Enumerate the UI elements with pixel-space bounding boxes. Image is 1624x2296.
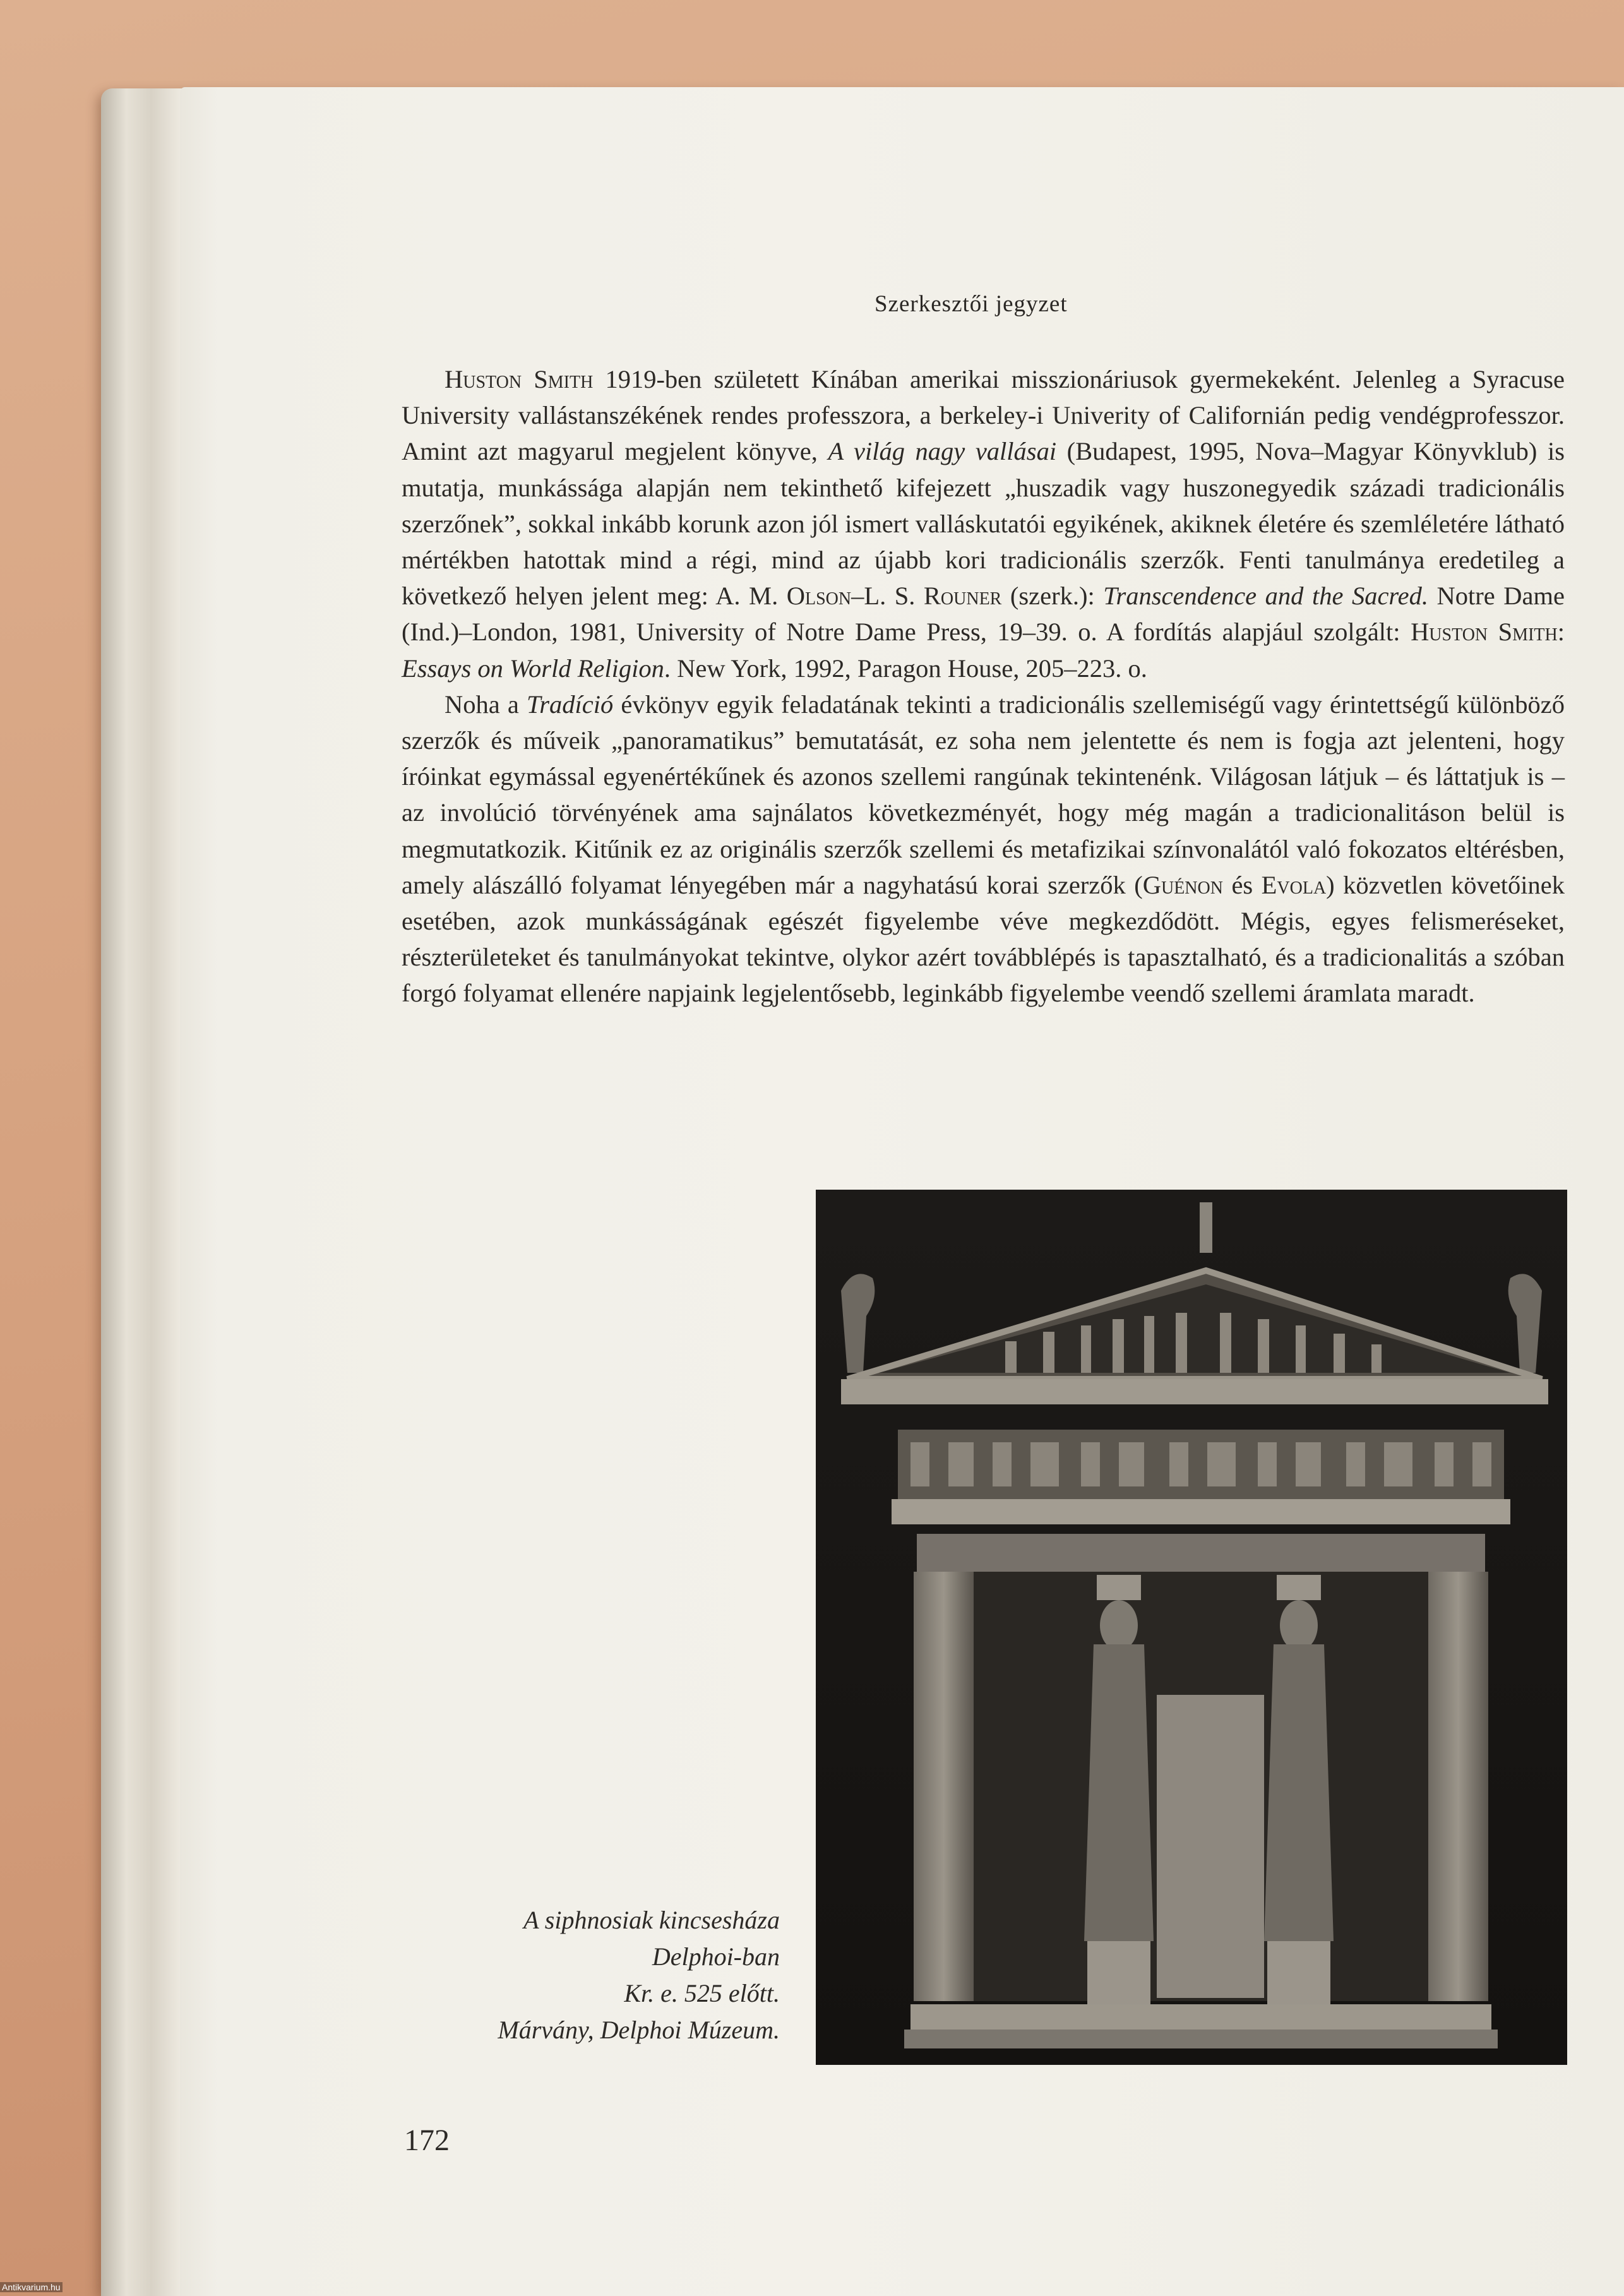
watermark-text: Antikvarium.hu bbox=[0, 2282, 63, 2292]
page-heading: Szerkesztői jegyzet bbox=[875, 291, 1068, 317]
source-title: Transcendence and the Sacred. bbox=[1103, 582, 1429, 611]
temple-photo bbox=[816, 1190, 1567, 2065]
anta-left bbox=[914, 1572, 974, 2001]
editor-name-olson: Olson bbox=[786, 582, 852, 611]
caption-line-4: Márvány, Delphoi Múzeum. bbox=[498, 2016, 780, 2044]
acroterion-top bbox=[1200, 1202, 1212, 1253]
yearbook-title: Tradíció bbox=[526, 690, 614, 719]
page-number: 172 bbox=[404, 2124, 450, 2157]
paragraph-2: Noha a Tradíció évkönyv egyik feladatának tekinti a tradicionális szellemiségű vagy érintettségű különböző szerzők és műveik „panoramatikus” bemutatását, ez soha nem jelentette és nem is fogja azt jelenteni, hogy íróinkat egymással egyenértékűnek és azonos szellemi rangúnak tekintenénk. Világosan látjuk – és láttatjuk is – az involúció törvényének ama sajnálatos következményét, hogy még magán a tradicionalitáson belül is megmutatkozik. Kitűnik ez az originális szerzők szellemi és metafizikai színvonalától való fokozatos eltérésben, amely alászálló folyamat lényegében már a nagyhatású korai szerzők (Guénon és Evola) közvetlen követőinek esetében, azok munkásságának egészét figyelembe véve megkezdődött. Mégis, egyes felismeréseket, részterületeket és tanulmányokat tekintve, olykor azért továbblépés is tapasztalható, és a tradicionalitás a szóban forgó folyamat ellenére napjaink legjelentősebb, leginkább figyelembe veendő szellemi áramlata maradt. bbox=[402, 690, 1565, 1008]
editor-name-rouner: Rouner bbox=[923, 582, 1002, 611]
author-evola: Evola bbox=[1261, 870, 1327, 899]
frieze bbox=[898, 1430, 1504, 1499]
body-text bbox=[402, 361, 1565, 1012]
caption-line-1: A siphnosiak kincsesháza bbox=[523, 1906, 780, 1934]
caption-line-2: Delphoi-ban bbox=[652, 1942, 780, 1971]
doorway bbox=[1157, 1695, 1264, 1998]
stylobate bbox=[911, 2004, 1491, 2030]
author-name: Huston Smith bbox=[445, 365, 594, 393]
caption-line-3: Kr. e. 525 előtt. bbox=[624, 1979, 780, 2007]
photo-caption bbox=[429, 1902, 780, 2048]
paragraph-1: Huston Smith 1919-ben született Kínában amerikai misszionáriusok gyermekeként. Jelenleg a Syracuse University vallástanszékének rendes professzora, a berkeley-i Univerity of Californián pedig vendégprofesszor. Amint azt magyarul megjelent könyve, A világ nagy vallásai (Budapest, 1995, Nova–Magyar Könyvklub) is mutatja, munkássága alapján nem tekinthető kifejezett „huszadik vagy huszonegyedik századi tradicionális szerzőnek”, sokkal inkább korunk azon jól ismert valláskutatói egyikének, akiknek életére és szemléletére látható mértékben hatottak mind a régi, mind az újabb kori tradicionális szerzők. Fenti tanulmánya eredetileg a következő helyen jelent meg: A. M. Olson–L. S. Rouner (szerk.): Transcendence and the Sacred. Notre Dame (Ind.)–London, 1981, University of Notre Dame Press, 19–39. o. A fordítás alapjául szolgált: Huston Smith: Essays on World Religion. New York, 1992, Paragon House, 205–223. o. bbox=[402, 365, 1565, 683]
author-name-2: Huston Smith bbox=[1411, 618, 1558, 647]
author-guenon: Guénon bbox=[1142, 870, 1223, 899]
book-title: A világ nagy vallásai bbox=[828, 437, 1057, 466]
anta-right bbox=[1428, 1572, 1488, 2001]
essays-title: Essays on World Religion bbox=[402, 654, 664, 683]
cornice bbox=[841, 1379, 1548, 1404]
